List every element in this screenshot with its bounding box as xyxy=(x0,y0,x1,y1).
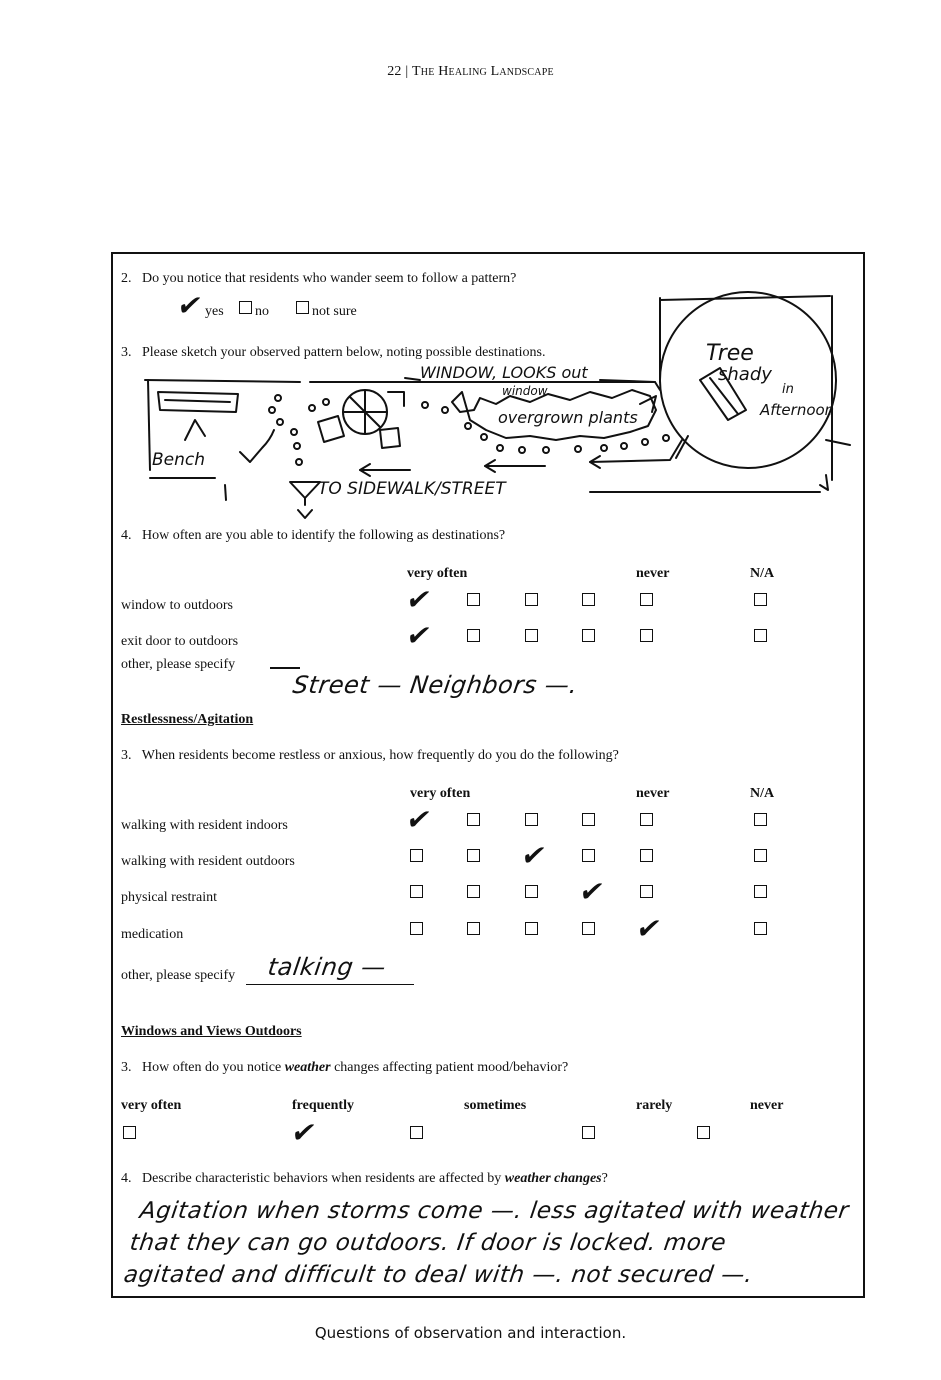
weather-checkbox-rarely[interactable] xyxy=(582,1126,595,1139)
row-exit-checkbox-2[interactable] xyxy=(467,629,480,642)
answer-line-2: that they can go outdoors. If door is locked. more xyxy=(128,1230,728,1256)
answer-line-3: agitated and difficult to deal with —. not secured —. xyxy=(122,1262,755,1288)
row-window-checkbox-4[interactable] xyxy=(582,593,595,606)
row-window-checkbox-na[interactable] xyxy=(754,593,767,606)
restraint-checkbox-very-often[interactable] xyxy=(410,885,423,898)
option-no-label: no xyxy=(255,304,269,319)
question-describe-behaviors: 4. Describe characteristic behaviors when residents are affected by weather changes? xyxy=(121,1171,608,1186)
walking-indoors-checkbox-2[interactable] xyxy=(467,813,480,826)
weather-checkmark-frequently: ✔ xyxy=(288,1116,320,1149)
medication-checkbox-2[interactable] xyxy=(467,922,480,935)
sketch-label-in: in xyxy=(782,382,794,397)
section-title-windows: Windows and Views Outdoors xyxy=(121,1024,302,1039)
sketch-label-plants: overgrown plants xyxy=(498,408,638,427)
medication-checkbox-4[interactable] xyxy=(582,922,595,935)
row-label-medication: medication xyxy=(121,927,184,942)
walking-indoors-checkbox-na[interactable] xyxy=(754,813,767,826)
option-not-sure-label: not sure xyxy=(312,304,357,319)
other-value-restless: talking — xyxy=(266,953,388,981)
row-exit-checkbox-3[interactable] xyxy=(525,629,538,642)
other-value-destinations: Street — Neighbors —. xyxy=(291,671,580,699)
walking-outdoors-checkbox-2[interactable] xyxy=(467,849,480,862)
other-underline xyxy=(270,667,300,669)
sketch-label-tree: Tree xyxy=(706,341,754,366)
walking-outdoors-checkbox-very-often[interactable] xyxy=(410,849,423,862)
walking-indoors-checkbox-3[interactable] xyxy=(525,813,538,826)
row-label-walking-outdoors: walking with resident outdoors xyxy=(121,854,295,869)
row-label-window: window to outdoors xyxy=(121,598,233,613)
question-sketch: 3. Please sketch your observed pattern below, noting possible destinations. xyxy=(121,345,546,360)
walking-outdoors-checkbox-never[interactable] xyxy=(640,849,653,862)
figure-caption: Questions of observation and interaction. xyxy=(314,1324,627,1342)
row-label-physical-restraint: physical restraint xyxy=(121,890,218,905)
other-label-restless: other, please specify xyxy=(121,968,236,983)
row-window-checkbox-never[interactable] xyxy=(640,593,653,606)
medication-checkmark: ✔ xyxy=(633,912,665,945)
question-destinations: 4. How often are you able to identify the following as destinations? xyxy=(121,528,506,543)
question-restless: 3. When residents become restless or anxious, how frequently do you do the following? xyxy=(121,748,619,763)
row-exit-checkmark: ✔ xyxy=(403,619,435,652)
section-title-restlessness: Restlessness/Agitation xyxy=(121,712,254,727)
other-label-destinations: other, please specify xyxy=(121,657,236,672)
scale-frequently: frequently xyxy=(292,1098,354,1113)
question-pattern: 2. Do you notice that residents who wander seem to follow a pattern? xyxy=(121,271,517,286)
sketch-label-window-2: window xyxy=(502,384,548,398)
scale-rarely: rarely xyxy=(636,1098,673,1113)
restraint-checkbox-never[interactable] xyxy=(640,885,653,898)
medication-checkbox-na[interactable] xyxy=(754,922,767,935)
book-title: The Healing Landscape xyxy=(412,64,554,79)
row-exit-checkbox-na[interactable] xyxy=(754,629,767,642)
weather-checkbox-never[interactable] xyxy=(697,1126,710,1139)
restraint-checkbox-3[interactable] xyxy=(525,885,538,898)
sketch-label-window: WINDOW, LOOKS out xyxy=(420,363,588,382)
col-very-often: very often xyxy=(410,786,471,801)
restraint-checkbox-na[interactable] xyxy=(754,885,767,898)
row-window-checkmark: ✔ xyxy=(403,583,435,616)
walking-outdoors-checkbox-4[interactable] xyxy=(582,849,595,862)
scale-never: never xyxy=(750,1098,784,1113)
weather-checkbox-sometimes[interactable] xyxy=(410,1126,423,1139)
question-weather: 3. How often do you notice weather changes affecting patient mood/behavior? xyxy=(121,1060,569,1075)
sketch-label-shady: shady xyxy=(718,364,772,385)
other-restless-underline xyxy=(246,984,414,985)
restraint-checkbox-2[interactable] xyxy=(467,885,480,898)
restraint-checkmark: ✔ xyxy=(576,875,608,908)
scale-very-often: very often xyxy=(121,1098,182,1113)
option-yes-label: yes xyxy=(205,304,224,319)
sketch-label-sidewalk: TO SIDEWALK/STREET xyxy=(318,479,506,499)
col-very-often: very often xyxy=(407,566,468,581)
sketch-label-bench: Bench xyxy=(152,450,206,470)
header-separator: | xyxy=(405,64,409,79)
page-number: 22 xyxy=(387,64,402,79)
row-window-checkbox-3[interactable] xyxy=(525,593,538,606)
row-label-walking-indoors: walking with resident indoors xyxy=(121,818,288,833)
col-na: N/A xyxy=(750,566,775,581)
yes-checkmark: ✔ xyxy=(174,289,206,322)
row-exit-checkbox-4[interactable] xyxy=(582,629,595,642)
col-na: N/A xyxy=(750,786,775,801)
wander-pattern-sketch xyxy=(0,0,941,560)
col-never: never xyxy=(636,786,670,801)
row-window-checkbox-2[interactable] xyxy=(467,593,480,606)
answer-line-1: Agitation when storms come —. less agitated with weather xyxy=(138,1198,851,1224)
row-exit-checkbox-never[interactable] xyxy=(640,629,653,642)
sketch-label-afternoon: Afternoon xyxy=(760,401,835,419)
scale-sometimes: sometimes xyxy=(464,1098,527,1113)
walking-indoors-checkmark: ✔ xyxy=(403,803,435,836)
medication-checkbox-very-often[interactable] xyxy=(410,922,423,935)
row-label-exit-door: exit door to outdoors xyxy=(121,634,239,649)
col-never: never xyxy=(636,566,670,581)
walking-outdoors-checkbox-na[interactable] xyxy=(754,849,767,862)
walking-indoors-checkbox-4[interactable] xyxy=(582,813,595,826)
weather-checkbox-very-often[interactable] xyxy=(123,1126,136,1139)
walking-outdoors-checkmark: ✔ xyxy=(518,839,550,872)
medication-checkbox-3[interactable] xyxy=(525,922,538,935)
walking-indoors-checkbox-never[interactable] xyxy=(640,813,653,826)
